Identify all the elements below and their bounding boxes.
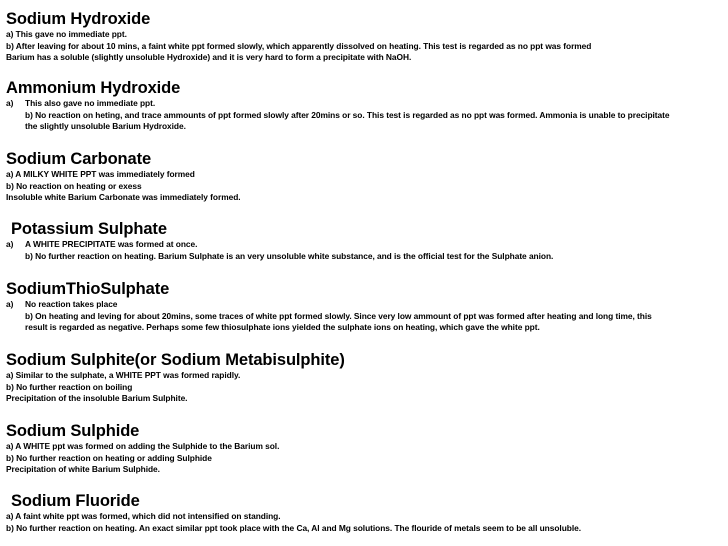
- text-line: a) A MILKY WHITE PPT was immediately formed: [6, 169, 195, 179]
- text-line: b) No further reaction on heating. An exact similar ppt took place with the Ca, Al and Mg solutions. The flouride of metals seem to be all unsoluble.: [6, 522, 581, 533]
- list-item: [6, 239, 724, 251]
- text-line: Insoluble white Barium Carbonate was immediately formed.: [6, 192, 241, 202]
- section-heading: Sodium Sulphite(or Sodium Metabisulphite): [6, 351, 345, 369]
- text-line: b) No further reaction on heating. Barium Sulphate is an very unsoluble white substance, and is the official test for the Sulphate anion.: [25, 250, 554, 261]
- text-line: This also gave no immediate ppt.: [25, 98, 156, 108]
- section-sodium-fluoride: [6, 491, 724, 534]
- section-sodium-sulphide: [6, 421, 724, 476]
- text-line: result is regarded as negative. Perhaps some few thiosulphate ions yielded the sulphate ions on heating, which gave the white ppt.: [25, 322, 540, 332]
- list-marker: a): [6, 239, 14, 249]
- text-line: b) No reaction on heating or exess: [6, 180, 142, 191]
- text-line: A WHITE PRECIPITATE was formed at once.: [25, 239, 198, 249]
- section-heading: Ammonium Hydroxide: [6, 79, 181, 97]
- text-line: b) After leaving for about 10 mins, a faint white ppt formed slowly, which apparently dissolved on heating. This test is regarded as no ppt was formed: [6, 40, 592, 51]
- text-line: a) This gave no immediate ppt.: [6, 29, 127, 39]
- section-ammonium-hydroxide: [6, 78, 724, 133]
- text-line: b) On heating and leving for about 20mins, some traces of white ppt formed slowly. Since very low ammount of ppt was formed after heating and long time, this: [25, 310, 652, 321]
- section-heading: Sodium Sulphide: [6, 422, 140, 440]
- section-sodium-carbonate: [6, 149, 724, 204]
- section-sodium-sulphite: [6, 350, 724, 405]
- text-line: b) No further reaction on boiling: [6, 381, 133, 392]
- section-heading: SodiumThioSulphate: [6, 280, 170, 298]
- list-marker: a): [6, 299, 14, 309]
- list-marker: a): [6, 98, 14, 108]
- list-item: [6, 98, 724, 110]
- text-line: the slightly unsoluble Barium Hydroxide.: [25, 121, 186, 131]
- section-heading: Sodium Fluoride: [11, 492, 140, 510]
- text-line: Precipitation of white Barium Sulphide.: [6, 464, 160, 474]
- text-line: Precipitation of the insoluble Barium Sulphite.: [6, 393, 188, 403]
- text-line: Barium has a soluble (slightly unsoluble Hydroxide) and it is very hard to form a precipitate with NaOH.: [6, 52, 412, 62]
- section-sodium-thiosulphate: [6, 279, 724, 334]
- text-line: b) No reaction on heting, and trace ammounts of ppt formed slowly after 20mins or so. This test is regarded as no ppt was formed. Ammonia is unable to precipitate: [25, 109, 670, 120]
- section-heading: Sodium Hydroxide: [6, 10, 151, 28]
- text-line: a) A faint white ppt was formed, which did not intensified on standing.: [6, 511, 281, 521]
- text-line: a) A WHITE ppt was formed on adding the Sulphide to the Barium sol.: [6, 441, 280, 451]
- text-line: a) Similar to the sulphate, a WHITE PPT was formed rapidly.: [6, 370, 241, 380]
- text-line: No reaction takes place: [25, 299, 118, 309]
- section-heading: Potassium Sulphate: [11, 220, 167, 238]
- section-sodium-hydroxide: [6, 9, 724, 64]
- text-line: b) No further reaction on heating or adding Sulphide: [6, 452, 212, 463]
- section-heading: Sodium Carbonate: [6, 150, 152, 168]
- section-potassium-sulphate: [6, 219, 724, 262]
- list-item: [6, 299, 724, 311]
